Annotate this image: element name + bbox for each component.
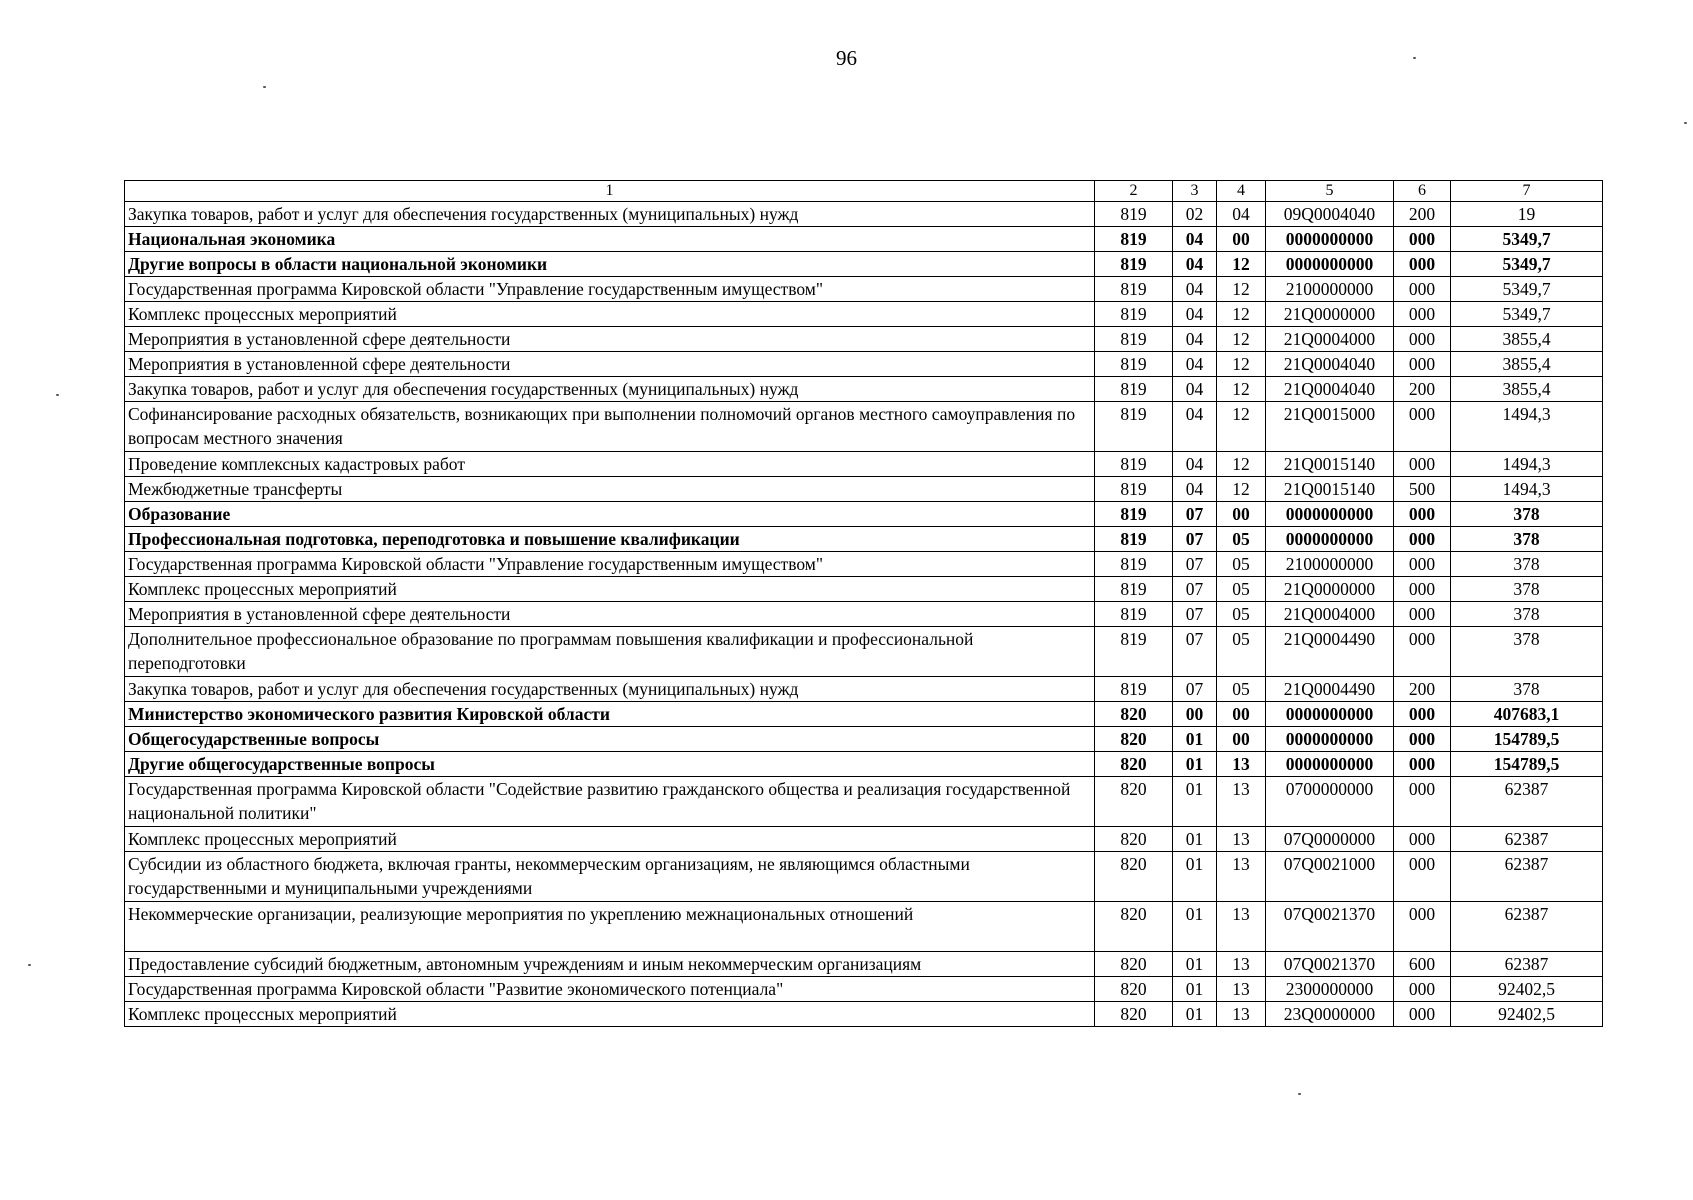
- expense-name-cell: Закупка товаров, работ и услуг для обеспечения государственных (муниципальных) нужд: [125, 377, 1095, 402]
- subsection-code-cell: 05: [1217, 677, 1266, 702]
- table-row: [125, 202, 1603, 227]
- expense-type-cell: 000: [1394, 277, 1451, 302]
- section-code-cell: 07: [1173, 527, 1217, 552]
- subsection-code-cell: 13: [1217, 902, 1266, 952]
- expense-type-cell: 200: [1394, 202, 1451, 227]
- ministry-code-cell: 820: [1095, 777, 1173, 827]
- subsection-code-cell: 00: [1217, 502, 1266, 527]
- amount-cell: 1494,3: [1451, 402, 1603, 452]
- target-article-cell: 0700000000: [1266, 777, 1394, 827]
- amount-cell: 62387: [1451, 852, 1603, 902]
- section-code-cell: 04: [1173, 327, 1217, 352]
- expense-name-cell: Закупка товаров, работ и услуг для обеспечения государственных (муниципальных) нужд: [125, 677, 1095, 702]
- table-row: [125, 502, 1603, 527]
- target-article-cell: 21Q0000000: [1266, 302, 1394, 327]
- expense-name-cell: Мероприятия в установленной сфере деятельности: [125, 327, 1095, 352]
- header-cell: 6: [1394, 181, 1451, 202]
- table-row: [125, 477, 1603, 502]
- expense-type-cell: 600: [1394, 952, 1451, 977]
- expense-type-cell: 000: [1394, 502, 1451, 527]
- ministry-code-cell: 820: [1095, 702, 1173, 727]
- table-row: [125, 527, 1603, 552]
- ministry-code-cell: 819: [1095, 377, 1173, 402]
- ministry-code-cell: 819: [1095, 302, 1173, 327]
- ministry-code-cell: 819: [1095, 277, 1173, 302]
- subsection-code-cell: 12: [1217, 352, 1266, 377]
- subsection-code-cell: 13: [1217, 827, 1266, 852]
- expense-type-cell: 000: [1394, 302, 1451, 327]
- subsection-code-cell: 13: [1217, 777, 1266, 827]
- expense-name-cell: Министерство экономического развития Кировской области: [125, 702, 1095, 727]
- subsection-code-cell: 13: [1217, 852, 1266, 902]
- expense-type-cell: 200: [1394, 677, 1451, 702]
- header-cell: 4: [1217, 181, 1266, 202]
- ministry-code-cell: 820: [1095, 727, 1173, 752]
- table-row: [125, 777, 1603, 827]
- target-article-cell: 2100000000: [1266, 552, 1394, 577]
- section-code-cell: 04: [1173, 302, 1217, 327]
- ministry-code-cell: 820: [1095, 977, 1173, 1002]
- expense-name-cell: Софинансирование расходных обязательств, возникающих при выполнении полномочий органов местного самоуправления по вопросам местного значения: [125, 402, 1095, 452]
- target-article-cell: 0000000000: [1266, 252, 1394, 277]
- amount-cell: 62387: [1451, 827, 1603, 852]
- expense-name-cell: Предоставление субсидий бюджетным, автономным учреждениям и иным некоммерческим организациям: [125, 952, 1095, 977]
- target-article-cell: 0000000000: [1266, 527, 1394, 552]
- target-article-cell: 21Q0004490: [1266, 627, 1394, 677]
- amount-cell: 378: [1451, 677, 1603, 702]
- target-article-cell: 07Q0021370: [1266, 952, 1394, 977]
- subsection-code-cell: 05: [1217, 527, 1266, 552]
- expense-type-cell: 000: [1394, 1002, 1451, 1027]
- subsection-code-cell: 12: [1217, 327, 1266, 352]
- table-row: [125, 402, 1603, 452]
- scan-speck: [1684, 122, 1687, 124]
- section-code-cell: 07: [1173, 677, 1217, 702]
- expense-name-cell: Проведение комплексных кадастровых работ: [125, 452, 1095, 477]
- expense-name-cell: Комплекс процессных мероприятий: [125, 827, 1095, 852]
- ministry-code-cell: 819: [1095, 402, 1173, 452]
- table-row: [125, 352, 1603, 377]
- ministry-code-cell: 820: [1095, 827, 1173, 852]
- scan-speck: [1298, 1093, 1301, 1095]
- amount-cell: 378: [1451, 577, 1603, 602]
- expense-type-cell: 000: [1394, 727, 1451, 752]
- expense-name-cell: Государственная программа Кировской области "Содействие развитию гражданского общества и реализация государственной национальной политики": [125, 777, 1095, 827]
- amount-cell: 1494,3: [1451, 477, 1603, 502]
- subsection-code-cell: 12: [1217, 477, 1266, 502]
- amount-cell: 5349,7: [1451, 227, 1603, 252]
- table-row: [125, 577, 1603, 602]
- expense-name-cell: Закупка товаров, работ и услуг для обеспечения государственных (муниципальных) нужд: [125, 202, 1095, 227]
- section-code-cell: 01: [1173, 727, 1217, 752]
- subsection-code-cell: 12: [1217, 452, 1266, 477]
- amount-cell: 62387: [1451, 777, 1603, 827]
- expense-type-cell: 000: [1394, 327, 1451, 352]
- section-code-cell: 01: [1173, 902, 1217, 952]
- subsection-code-cell: 05: [1217, 627, 1266, 677]
- target-article-cell: 23Q0000000: [1266, 1002, 1394, 1027]
- ministry-code-cell: 820: [1095, 1002, 1173, 1027]
- expense-name-cell: Мероприятия в установленной сфере деятельности: [125, 352, 1095, 377]
- section-code-cell: 07: [1173, 552, 1217, 577]
- expense-type-cell: 000: [1394, 902, 1451, 952]
- header-cell: 5: [1266, 181, 1394, 202]
- ministry-code-cell: 819: [1095, 452, 1173, 477]
- expense-name-cell: Государственная программа Кировской области "Развитие экономического потенциала": [125, 977, 1095, 1002]
- subsection-code-cell: 12: [1217, 302, 1266, 327]
- amount-cell: 154789,5: [1451, 752, 1603, 777]
- target-article-cell: 0000000000: [1266, 502, 1394, 527]
- target-article-cell: 09Q0004040: [1266, 202, 1394, 227]
- scan-speck: [263, 86, 266, 88]
- expense-name-cell: Субсидии из областного бюджета, включая гранты, некоммерческим организациям, не являющимся областными государственными и муниципальными учреждениями: [125, 852, 1095, 902]
- section-code-cell: 02: [1173, 202, 1217, 227]
- target-article-cell: 21Q0004000: [1266, 327, 1394, 352]
- expense-type-cell: 000: [1394, 977, 1451, 1002]
- expense-name-cell: Профессиональная подготовка, переподготовка и повышение квалификации: [125, 527, 1095, 552]
- target-article-cell: 2100000000: [1266, 277, 1394, 302]
- subsection-code-cell: 13: [1217, 952, 1266, 977]
- page-number: 96: [836, 46, 857, 70]
- target-article-cell: 21Q0000000: [1266, 577, 1394, 602]
- amount-cell: 92402,5: [1451, 1002, 1603, 1027]
- table-row: [125, 552, 1603, 577]
- target-article-cell: 07Q0021370: [1266, 902, 1394, 952]
- expense-type-cell: 200: [1394, 377, 1451, 402]
- section-code-cell: 07: [1173, 627, 1217, 677]
- scan-speck: [56, 394, 59, 396]
- table-row: [125, 977, 1603, 1002]
- target-article-cell: 0000000000: [1266, 752, 1394, 777]
- ministry-code-cell: 819: [1095, 527, 1173, 552]
- section-code-cell: 01: [1173, 1002, 1217, 1027]
- expense-type-cell: 000: [1394, 552, 1451, 577]
- section-code-cell: 01: [1173, 852, 1217, 902]
- ministry-code-cell: 820: [1095, 952, 1173, 977]
- section-code-cell: 04: [1173, 352, 1217, 377]
- budget-table-body: [125, 181, 1603, 1027]
- section-code-cell: 04: [1173, 277, 1217, 302]
- table-row: [125, 252, 1603, 277]
- amount-cell: 1494,3: [1451, 452, 1603, 477]
- ministry-code-cell: 820: [1095, 902, 1173, 952]
- expense-name-cell: Общегосударственные вопросы: [125, 727, 1095, 752]
- ministry-code-cell: 819: [1095, 252, 1173, 277]
- table-row: [125, 852, 1603, 902]
- ministry-code-cell: 819: [1095, 202, 1173, 227]
- table-row: [125, 827, 1603, 852]
- expense-name-cell: Другие общегосударственные вопросы: [125, 752, 1095, 777]
- subsection-code-cell: 00: [1217, 227, 1266, 252]
- target-article-cell: 21Q0015140: [1266, 477, 1394, 502]
- expense-type-cell: 000: [1394, 352, 1451, 377]
- expense-type-cell: 000: [1394, 852, 1451, 902]
- section-code-cell: 01: [1173, 952, 1217, 977]
- expense-name-cell: Образование: [125, 502, 1095, 527]
- expense-type-cell: 000: [1394, 627, 1451, 677]
- expense-type-cell: 000: [1394, 752, 1451, 777]
- expense-type-cell: 000: [1394, 827, 1451, 852]
- amount-cell: 378: [1451, 627, 1603, 677]
- ministry-code-cell: 819: [1095, 502, 1173, 527]
- ministry-code-cell: 819: [1095, 227, 1173, 252]
- expense-type-cell: 000: [1394, 527, 1451, 552]
- target-article-cell: 21Q0004490: [1266, 677, 1394, 702]
- table-row: [125, 327, 1603, 352]
- amount-cell: 92402,5: [1451, 977, 1603, 1002]
- target-article-cell: 07Q0000000: [1266, 827, 1394, 852]
- header-cell: 2: [1095, 181, 1173, 202]
- section-code-cell: 07: [1173, 502, 1217, 527]
- target-article-cell: 21Q0015140: [1266, 452, 1394, 477]
- section-code-cell: 04: [1173, 377, 1217, 402]
- amount-cell: 378: [1451, 527, 1603, 552]
- subsection-code-cell: 00: [1217, 702, 1266, 727]
- amount-cell: 407683,1: [1451, 702, 1603, 727]
- section-code-cell: 04: [1173, 227, 1217, 252]
- target-article-cell: 21Q0004040: [1266, 377, 1394, 402]
- expense-type-cell: 000: [1394, 777, 1451, 827]
- ministry-code-cell: 819: [1095, 677, 1173, 702]
- amount-cell: 154789,5: [1451, 727, 1603, 752]
- ministry-code-cell: 819: [1095, 577, 1173, 602]
- target-article-cell: 21Q0004040: [1266, 352, 1394, 377]
- section-code-cell: 04: [1173, 252, 1217, 277]
- expense-name-cell: Комплекс процессных мероприятий: [125, 302, 1095, 327]
- subsection-code-cell: 12: [1217, 402, 1266, 452]
- amount-cell: 5349,7: [1451, 252, 1603, 277]
- subsection-code-cell: 13: [1217, 977, 1266, 1002]
- subsection-code-cell: 13: [1217, 752, 1266, 777]
- expense-type-cell: 000: [1394, 702, 1451, 727]
- ministry-code-cell: 819: [1095, 327, 1173, 352]
- table-row: [125, 752, 1603, 777]
- amount-cell: 62387: [1451, 952, 1603, 977]
- table-row: [125, 902, 1603, 952]
- section-code-cell: 01: [1173, 777, 1217, 827]
- expense-name-cell: Межбюджетные трансферты: [125, 477, 1095, 502]
- scan-speck: [28, 964, 31, 966]
- subsection-code-cell: 12: [1217, 252, 1266, 277]
- section-code-cell: 04: [1173, 477, 1217, 502]
- amount-cell: 19: [1451, 202, 1603, 227]
- expense-name-cell: Государственная программа Кировской области "Управление государственным имуществом": [125, 552, 1095, 577]
- amount-cell: 3855,4: [1451, 327, 1603, 352]
- table-row: [125, 727, 1603, 752]
- table-row: [125, 952, 1603, 977]
- subsection-code-cell: 05: [1217, 552, 1266, 577]
- subsection-code-cell: 12: [1217, 277, 1266, 302]
- table-row: [125, 602, 1603, 627]
- budget-table: [124, 180, 1603, 1027]
- ministry-code-cell: 820: [1095, 752, 1173, 777]
- amount-cell: 5349,7: [1451, 302, 1603, 327]
- expense-name-cell: Некоммерческие организации, реализующие мероприятия по укреплению межнациональных отношений: [125, 902, 1095, 952]
- header-row: [125, 181, 1603, 202]
- table-row: [125, 302, 1603, 327]
- header-cell: 1: [125, 181, 1095, 202]
- expense-name-cell: Комплекс процессных мероприятий: [125, 1002, 1095, 1027]
- table-row: [125, 677, 1603, 702]
- table-row: [125, 277, 1603, 302]
- table-row: [125, 627, 1603, 677]
- expense-type-cell: 000: [1394, 252, 1451, 277]
- amount-cell: 3855,4: [1451, 377, 1603, 402]
- header-cell: 3: [1173, 181, 1217, 202]
- table-row: [125, 377, 1603, 402]
- section-code-cell: 07: [1173, 577, 1217, 602]
- expense-name-cell: Другие вопросы в области национальной экономики: [125, 252, 1095, 277]
- expense-name-cell: Государственная программа Кировской области "Управление государственным имуществом": [125, 277, 1095, 302]
- expense-name-cell: Национальная экономика: [125, 227, 1095, 252]
- amount-cell: 62387: [1451, 902, 1603, 952]
- amount-cell: 378: [1451, 502, 1603, 527]
- expense-type-cell: 000: [1394, 452, 1451, 477]
- amount-cell: 378: [1451, 552, 1603, 577]
- section-code-cell: 07: [1173, 602, 1217, 627]
- expense-name-cell: Комплекс процессных мероприятий: [125, 577, 1095, 602]
- table-row: [125, 227, 1603, 252]
- subsection-code-cell: 05: [1217, 602, 1266, 627]
- expense-type-cell: 500: [1394, 477, 1451, 502]
- target-article-cell: 0000000000: [1266, 702, 1394, 727]
- ministry-code-cell: 819: [1095, 627, 1173, 677]
- section-code-cell: 04: [1173, 402, 1217, 452]
- expense-type-cell: 000: [1394, 402, 1451, 452]
- expense-name-cell: Дополнительное профессиональное образование по программам повышения квалификации и профессиональной переподготовки: [125, 627, 1095, 677]
- subsection-code-cell: 13: [1217, 1002, 1266, 1027]
- amount-cell: 378: [1451, 602, 1603, 627]
- subsection-code-cell: 05: [1217, 577, 1266, 602]
- table-row: [125, 452, 1603, 477]
- amount-cell: 5349,7: [1451, 277, 1603, 302]
- target-article-cell: 2300000000: [1266, 977, 1394, 1002]
- expense-type-cell: 000: [1394, 227, 1451, 252]
- ministry-code-cell: 819: [1095, 352, 1173, 377]
- amount-cell: 3855,4: [1451, 352, 1603, 377]
- scan-speck: [1413, 57, 1416, 59]
- target-article-cell: 0000000000: [1266, 227, 1394, 252]
- ministry-code-cell: 819: [1095, 477, 1173, 502]
- section-code-cell: 04: [1173, 452, 1217, 477]
- expense-type-cell: 000: [1394, 577, 1451, 602]
- section-code-cell: 01: [1173, 752, 1217, 777]
- expense-type-cell: 000: [1394, 602, 1451, 627]
- section-code-cell: 00: [1173, 702, 1217, 727]
- subsection-code-cell: 12: [1217, 377, 1266, 402]
- expense-name-cell: Мероприятия в установленной сфере деятельности: [125, 602, 1095, 627]
- table-row: [125, 702, 1603, 727]
- table-row: [125, 1002, 1603, 1027]
- ministry-code-cell: 819: [1095, 552, 1173, 577]
- target-article-cell: 21Q0004000: [1266, 602, 1394, 627]
- ministry-code-cell: 819: [1095, 602, 1173, 627]
- target-article-cell: 0000000000: [1266, 727, 1394, 752]
- section-code-cell: 01: [1173, 977, 1217, 1002]
- subsection-code-cell: 04: [1217, 202, 1266, 227]
- ministry-code-cell: 820: [1095, 852, 1173, 902]
- target-article-cell: 21Q0015000: [1266, 402, 1394, 452]
- header-cell: 7: [1451, 181, 1603, 202]
- target-article-cell: 07Q0021000: [1266, 852, 1394, 902]
- subsection-code-cell: 00: [1217, 727, 1266, 752]
- section-code-cell: 01: [1173, 827, 1217, 852]
